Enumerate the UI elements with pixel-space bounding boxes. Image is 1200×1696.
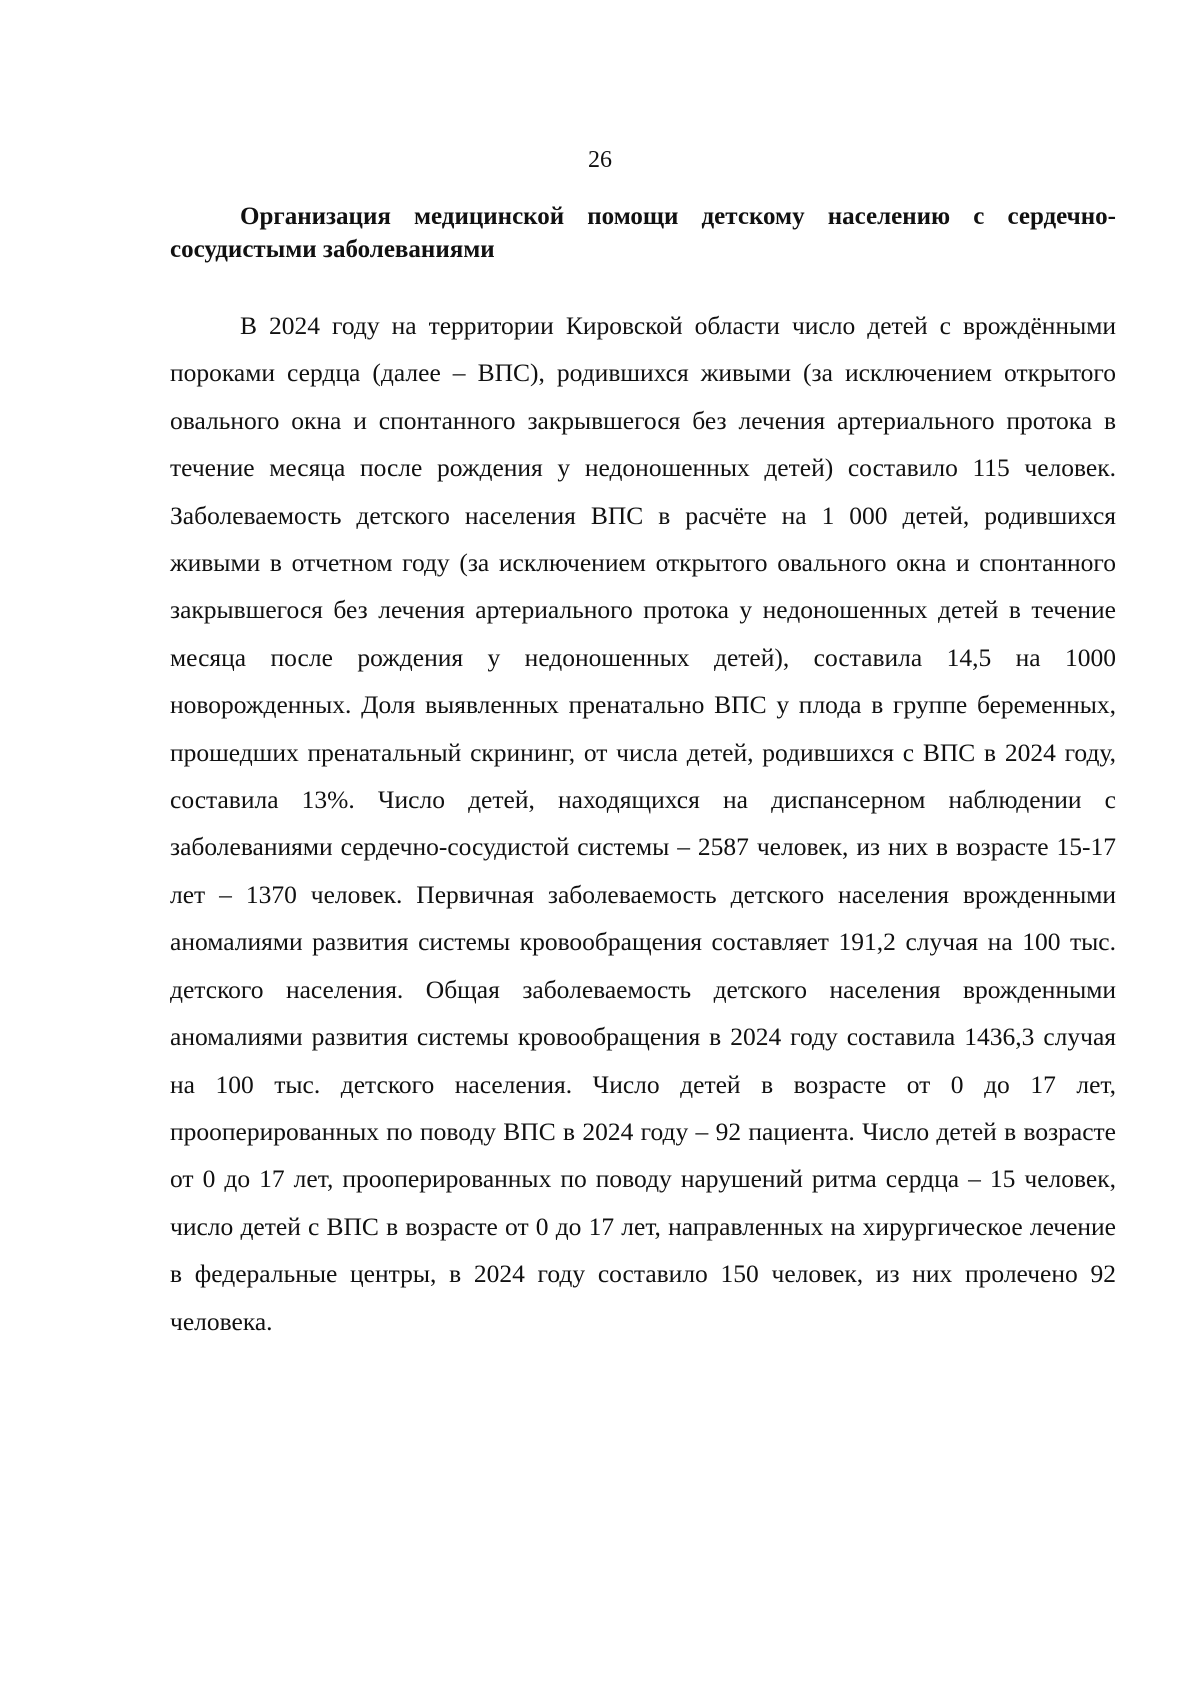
body-paragraph: В 2024 году на территории Кировской области число детей с врождёнными пороками сердца (далее – ВПС), родившихся живыми (за исключением открытого овального окна и спонтанного закрывшегося без лечения артериального протока в течение месяца после рождения у недоношенных детей) составило 115 человек. Заболеваемость детского населения ВПС в расчёте на 1 000 детей, родившихся живыми в отчетном году (за исключением открытого овального окна и спонтанного закрывшегося без лечения артериального протока у недоношенных детей в течение месяца после рождения у недоношенных детей), составила 14,5 на 1000 новорожденных. Доля выявленных пренатально ВПС у плода в группе беременных, прошедших пренатальный скрининг, от числа детей, родившихся с ВПС в 2024 году, составила 13%. Число детей, находящихся на диспансерном наблюдении с заболеваниями сердечно-сосудистой системы – 2587 человек, из них в возрасте 15-17 лет – 1370 человек. Первичная заболеваемость детского населения врожденными аномалиями развития системы кровообращения составляет 191,2 случая на 100 тыс. детского населения. Общая заболеваемость детского населения врожденными аномалиями развития системы кровообращения в 2024 году составила 1436,3 случая на 100 тыс. детского населения. Число детей в возрасте от 0 до 17 лет, прооперированных по поводу ВПС в 2024 году – 92 пациента. Число детей в возрасте от 0 до 17 лет, прооперированных по поводу нарушений ритма сердца – 15 человек, число детей с ВПС в возрасте от 0 до 17 лет, направленных на хирургическое лечение в федеральные центры, в 2024 году составило 150 человек, из них пролечено 92 человека.	[170, 311, 1116, 1336]
page-number: 26	[588, 147, 612, 173]
section-heading: Организация медицинской помощи детскому населению с сердечно-сосудистыми заболеваниями	[170, 203, 1116, 263]
